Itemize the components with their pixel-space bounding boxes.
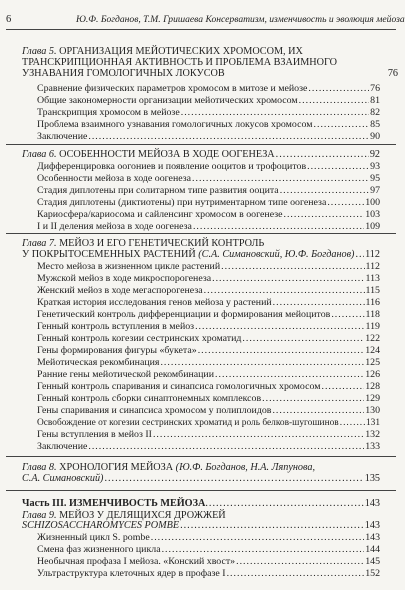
toc-entry[interactable]: Заключение ..... 90	[37, 132, 380, 143]
toc-entry[interactable]: Мужской мейоз в ходе микроспорогенеза ..... 113	[37, 274, 380, 285]
toc-entry[interactable]: Заключение ..... 133	[37, 442, 380, 453]
toc-entry[interactable]: Гены спаривания и синапсиса хромосом у полиплоидов ..... 130	[37, 406, 380, 417]
toc-entry[interactable]: Дифференцировка оогониев и появление ооцитов и трофоцитов ..... 93	[37, 162, 380, 173]
toc-entry[interactable]: Ранние гены мейотической рекомбинации ..... 126	[37, 370, 380, 381]
toc-entry[interactable]: Проблема взаимного узнавания гомологичных локусов хромосом ..... 85	[37, 120, 380, 131]
toc-entry[interactable]: Мейотическая рекомбинация ..... 125	[37, 358, 380, 369]
section-rule	[6, 144, 396, 145]
section-rule	[6, 490, 396, 491]
toc-entry[interactable]: Сравнение физических параметров хромосом в митозе и мейозе ..... 76	[37, 84, 380, 95]
toc-entry[interactable]: Жизненный цикл S. pombe ..... 143	[37, 533, 380, 544]
chapter-8-title-line2[interactable]: С.А. Симановский) ..... 135	[22, 474, 380, 485]
toc-entry[interactable]: Генный контроль спаривания и синапсиса гомологичных хромосом ..... 128	[37, 382, 380, 393]
chapter-8-title-line1: Глава 8. ХРОНОЛОГИЯ МЕЙОЗА (Ю.Ф. Богданов, Н.А. Ляпунова,	[22, 462, 316, 473]
toc-entry[interactable]: Место мейоза в жизненном цикле растений ..... 112	[37, 262, 380, 273]
chapter-6-title[interactable]: Глава 6. ОСОБЕННОСТИ МЕЙОЗА В ХОДЕ ООГЕНЕЗА ..... 92	[22, 150, 380, 161]
chapter-7-title-line2[interactable]: У ПОКРЫТОСЕМЕННЫХ РАСТЕНИЙ (С.А. Симановский, Ю.Ф. Богданов) ..... 112	[22, 250, 380, 261]
chapter-7-title-line1: Глава 7. МЕЙОЗ И ЕГО ГЕНЕТИЧЕСКИЙ КОНТРОЛЬ	[22, 238, 265, 249]
toc-entry[interactable]: Ультраструктура клеточных ядер в профазе I ..... 152	[37, 569, 380, 580]
toc-entry[interactable]: Генный контроль вступления в мейоз ..... 119	[37, 322, 380, 333]
toc-entry[interactable]: Необычная профаза I мейоза. «Конский хвост» ..... 145	[37, 557, 380, 568]
toc-entry[interactable]: Транскрипция хромосом в мейозе ..... 82	[37, 108, 380, 119]
section-rule	[6, 233, 396, 234]
chapter-5-title: Глава 5. ОРГАНИЗАЦИЯ МЕЙОТИЧЕСКИХ ХРОМОСОМ, ИХ ТРАНСКРИПЦИОННАЯ АКТИВНОСТЬ И ПРОБЛЕМА ВЗАИМНОГО УЗНАВАНИЯ ГОМОЛОГИЧНЫХ ЛОКУСОВ 76	[22, 46, 398, 79]
page-number: 6	[6, 14, 12, 25]
toc-entry[interactable]: Кариосфера/кариосома и сайленсинг хромосом в оогенезе ..... 103	[37, 210, 380, 221]
part-3-title[interactable]: Часть III. ИЗМЕНЧИВОСТЬ МЕЙОЗА ..... 143	[22, 498, 380, 509]
toc-entry[interactable]: Стадия диплотены (диктиотены) при нутриментарном типе оогенеза ..... 100	[37, 198, 380, 209]
toc-entry[interactable]: Смена фаз жизненного цикла ..... 144	[37, 545, 380, 556]
chapter-9-title-line2[interactable]: SCHIZOSACCHAROMYCES POMBE ..... 143	[22, 521, 380, 532]
toc-entry[interactable]: Освобождение от когезии сестринских хроматид и роль белков-шугошинов ..... 131	[37, 418, 380, 429]
toc-entry[interactable]: Женский мейоз в ходе мегаспорогенеза ..... 115	[37, 286, 380, 297]
chapter-9-title-line1: Глава 9. МЕЙОЗ У ДЕЛЯЩИХСЯ ДРОЖЖЕЙ	[22, 510, 226, 521]
toc-entry[interactable]: I и II деления мейоза в ходе оогенеза ..... 109	[37, 222, 380, 233]
toc-entry[interactable]: Краткая история исследования генов мейоза у растений ..... 116	[37, 298, 380, 309]
section-rule	[6, 456, 396, 457]
page-header	[0, 0, 405, 26]
toc-entry[interactable]: Стадия диплотены при солитарном типе развития ооцита ..... 97	[37, 186, 380, 197]
toc-entry[interactable]: Генный контроль когезии сестринских хроматид ..... 122	[37, 334, 380, 345]
header-rule	[6, 29, 396, 30]
toc-entry[interactable]: Гены формирования фигуры «букета» ..... 124	[37, 346, 380, 357]
toc-entry[interactable]: Генный контроль сборки синаптонемных комплексов ..... 129	[37, 394, 380, 405]
running-head: Ю.Ф. Богданов, Т.М. Гришаева Консерватизм, изменчивость и эволюция мейоза	[76, 14, 405, 25]
toc-entry[interactable]: Общие закономерности организации мейотических хромосом ..... 81	[37, 96, 380, 107]
toc-entry[interactable]: Особенности мейоза в ходе оогенеза ..... 95	[37, 174, 380, 185]
toc-entry[interactable]: Генетический контроль дифференциации и формирования мейоцитов ..... 118	[37, 310, 380, 321]
toc-entry[interactable]: Гены вступления в мейоз II ..... 132	[37, 430, 380, 441]
